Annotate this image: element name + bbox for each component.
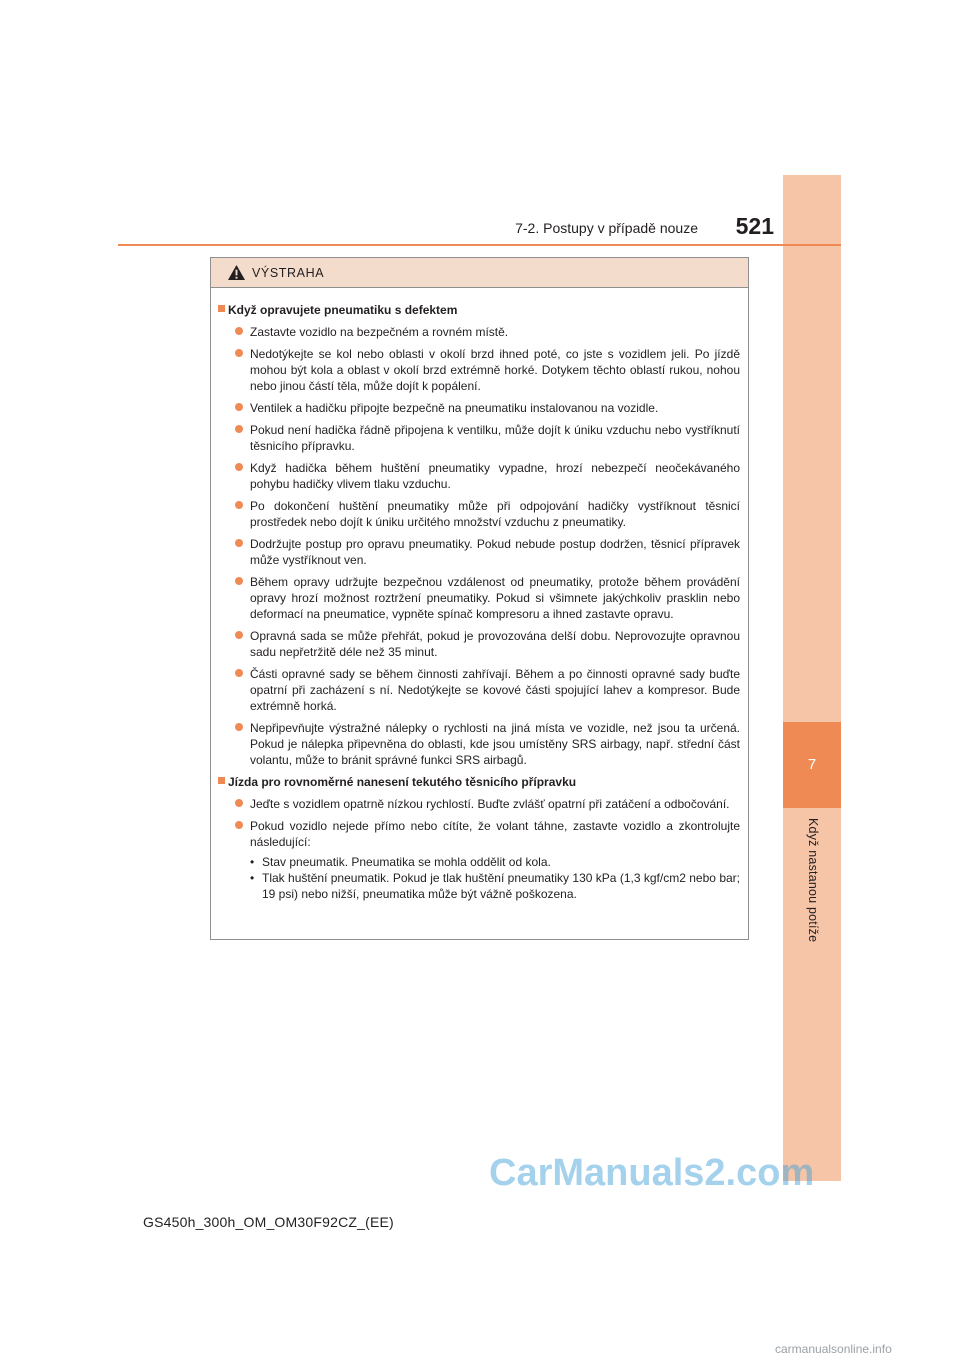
warning-header [211, 258, 748, 288]
square-bullet-icon [218, 777, 225, 784]
bullet-icon [235, 327, 243, 335]
bullet-icon [235, 501, 243, 509]
dot-bullet: • [250, 871, 255, 885]
section-title: 7-2. Postupy v případě nouze [515, 220, 698, 236]
bullet-icon [235, 349, 243, 357]
watermark: CarManuals2.com [489, 1152, 815, 1194]
chapter-number-tab[interactable]: 7 [783, 722, 841, 808]
watermark-small: carmanualsonline.info [775, 1342, 892, 1356]
bullet-icon [235, 631, 243, 639]
bullet-icon [235, 577, 243, 585]
warning-title: VÝSTRAHA [252, 265, 325, 280]
list-item: Nepřipevňujte výstražné nálepky o rychlosti na jiná místa ve vozidle, než jsou ta určená. Pokud je nálepka připevněna do oblasti, kde jsou umístěny SRS airbagy, např. střední část volantu, může to bránit správné funkci SRS airbagů. [217, 720, 740, 768]
model-code: GS450h_300h_OM_OM30F92CZ_(EE) [143, 1214, 394, 1230]
list-item: Opravná sada se může přehřát, pokud je provozována delší dobu. Neprovozujte opravnou sadu nepřetržitě déle než 35 minut. [217, 628, 740, 660]
header-divider [118, 244, 841, 246]
page-number: 521 [735, 213, 774, 239]
bullet-icon [235, 463, 243, 471]
side-tab [783, 175, 841, 1181]
bullet-icon [235, 669, 243, 677]
list-item: Zastavte vozidlo na bezpečném a rovném místě. [217, 324, 740, 340]
sub-list-item: • Tlak huštění pneumatik. Pokud je tlak huštění pneumatiky 130 kPa (1,3 kgf/cm2 nebo bar; 19 psi) nebo nižší, pneumatika může být vážně poškozena. [250, 871, 740, 901]
list-item: Jeďte s vozidlem opatrně nízkou rychlostí. Buďte zvlášť opatrní při zatáčení a odbočování. [217, 796, 740, 812]
list-item: Části opravné sady se během činnosti zahřívají. Během a po činnosti opravné sady buďte opatrní při zacházení s ní. Nedotýkejte se kovové části spojující lahev a kompresor. Bude extrémně horká. [217, 666, 740, 714]
list-item: Ventilek a hadičku připojte bezpečně na pneumatiku instalovanou na vozidle. [217, 400, 740, 416]
list-item: Během opravy udržujte bezpečnou vzdálenost od pneumatiky, protože během provádění opravy hrozí možnost roztržení pneumatiky. Pokud si všimnete jakýchkoliv prasklin nebo deformací na pneumatice, vypněte spínač kompresoru a ihned zastavte opravu. [217, 574, 740, 622]
bullet-icon [235, 821, 243, 829]
bullet-icon [235, 539, 243, 547]
warning-body [211, 288, 748, 902]
list-item: Po dokončení huštění pneumatiky může při odpojování hadičky vystříknout těsnicí prostředek nebo dojít k úniku určitého množství vzduchu z pneumatiky. [217, 498, 740, 530]
warning-triangle-icon [227, 264, 246, 281]
warning-box [210, 257, 749, 940]
list-item: Nedotýkejte se kol nebo oblasti v okolí brzd ihned poté, co jste s vozidlem jeli. Po jízdě mohou být kola a oblast v okolí brzd extrémně horké. Dotykem těchto oblastí rukou, nohou nebo jinou částí těla, může dojít k popálení. [217, 346, 740, 394]
list-item: Když hadička během huštění pneumatiky vypadne, hrozí nebezpečí neočekávaného pohybu hadičky vlivem tlaku vzduchu. [217, 460, 740, 492]
section-heading: Když opravujete pneumatiku s defektem [217, 302, 740, 318]
bullet-icon [235, 403, 243, 411]
list-item: Dodržujte postup pro opravu pneumatiky. Pokud nebude postup dodržen, těsnicí přípravek může vystříknout ven. [217, 536, 740, 568]
section-heading: Jízda pro rovnoměrné nanesení tekutého těsnicího přípravku [217, 774, 740, 790]
sub-list-item: • Stav pneumatik. Pneumatika se mohla oddělit od kola. [250, 855, 551, 869]
dot-bullet: • [250, 855, 255, 869]
sub-list [217, 854, 740, 902]
square-bullet-icon [218, 305, 225, 312]
bullet-icon [235, 799, 243, 807]
bullet-icon [235, 425, 243, 433]
chapter-title: Když nastanou potíže [806, 818, 820, 943]
bullet-icon [235, 723, 243, 731]
list-item: Pokud vozidlo nejede přímo nebo cítíte, že volant táhne, zastavte vozidlo a zkontrolujte následující: [217, 818, 740, 850]
list-item: Pokud není hadička řádně připojena k ventilku, může dojít k úniku vzduchu nebo vystříknutí těsnicího přípravku. [217, 422, 740, 454]
